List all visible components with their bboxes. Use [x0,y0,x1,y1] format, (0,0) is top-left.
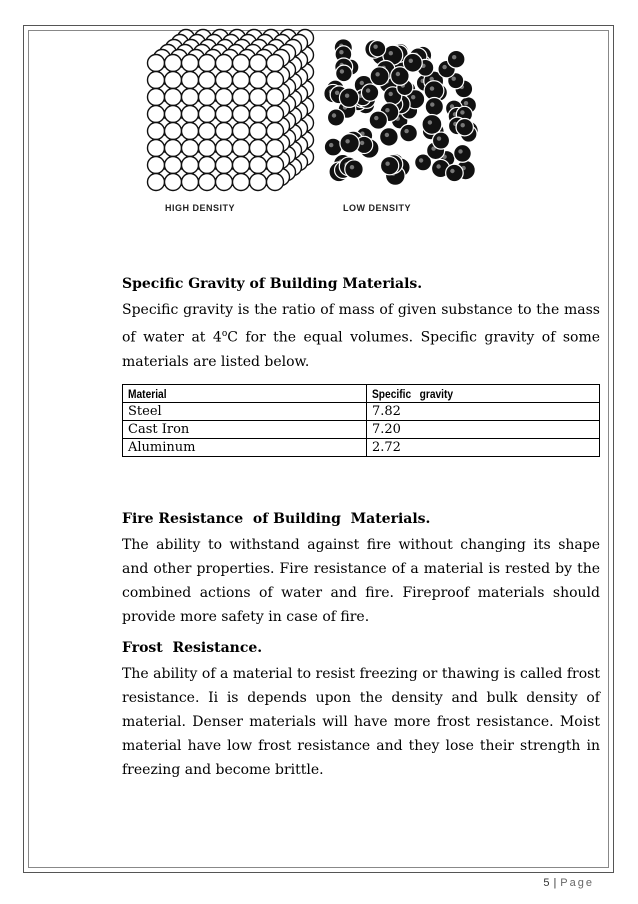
high-density-sphere [182,106,199,123]
sphere-highlight [385,108,389,112]
sphere-highlight [335,91,339,95]
low-density-sphere [339,88,358,107]
high-density-sphere [267,174,284,191]
high-density-sphere [267,106,284,123]
low-density-spheres [324,39,478,186]
high-density-sphere [233,157,250,174]
sphere-highlight [430,86,434,90]
high-density-sphere [216,174,233,191]
sphere-highlight [452,77,456,81]
sphere-highlight [329,143,333,147]
high-density-sphere [250,89,267,106]
high-density-sphere [148,55,165,72]
table-header-row [123,385,600,403]
sphere-highlight [461,123,465,127]
high-density-sphere [216,106,233,123]
low-density-sphere [369,41,385,57]
table-cell-material: Steel [123,403,367,421]
high-density-sphere [165,174,182,191]
table-cell-material: Aluminum [123,439,367,457]
frost-resistance-heading: Frost Resistance. [122,640,263,656]
high-density-sphere [267,55,284,72]
high-density-sphere [233,123,250,140]
high-density-sphere [216,89,233,106]
high-density-sphere [148,89,165,106]
high-density-sphere [148,106,165,123]
high-density-sphere [233,89,250,106]
low-density-sphere [422,114,442,134]
sphere-highlight [345,139,349,143]
high-density-sphere [216,72,233,89]
high-density-sphere [233,106,250,123]
specific-gravity-table [122,384,600,457]
fire-resistance-paragraph: The ability to withstand against fire without changing its shape and other properties. Fire resistance of a material is rested by the combined actions of water and fire. Fireproof materials should provide more safety in case of fire. [122,537,600,625]
high-density-sphere [148,123,165,140]
high-density-sphere [182,55,199,72]
high-density-sphere [267,72,284,89]
high-density-sphere [199,89,216,106]
high-density-sphere [233,55,250,72]
high-density-sphere [267,140,284,157]
sphere-highlight [360,81,364,85]
high-density-sphere [216,157,233,174]
high-density-sphere [199,140,216,157]
high-density-sphere [165,89,182,106]
low-density-sphere [454,145,472,163]
high-density-sphere [250,72,267,89]
low-density-sphere [425,97,443,115]
high-density-sphere [182,123,199,140]
low-density-sphere [456,119,473,136]
sphere-highlight [389,92,393,96]
high-density-sphere [182,72,199,89]
high-density-sphere [199,174,216,191]
high-density-sphere [199,106,216,123]
sphere-highlight [373,45,377,49]
sphere-highlight [437,136,441,140]
high-density-sphere [165,55,182,72]
sphere-highlight [389,51,393,55]
high-density-sphere [250,174,267,191]
high-density-sphere [216,55,233,72]
sphere-highlight [458,149,462,153]
high-density-sphere [165,72,182,89]
specific-gravity-heading: Specific Gravity of Building Materials. [122,276,423,292]
high-density-sphere [216,123,233,140]
sphere-highlight [396,72,400,76]
high-density-sphere [267,89,284,106]
high-density-sphere [199,55,216,72]
page-label: Page [560,877,594,889]
high-density-sphere [199,72,216,89]
high-density-sphere [250,140,267,157]
page-number: 5 [543,877,550,889]
high-density-spheres [148,30,314,191]
low-density-sphere [340,134,359,153]
high-density-sphere [182,89,199,106]
high-density-sphere [182,174,199,191]
low-density-sphere [336,65,353,82]
sphere-highlight [339,50,343,54]
header-gravity-label: Specific gravity [372,386,454,401]
sphere-highlight [430,102,434,106]
low-density-sphere [432,132,449,149]
sphere-highlight [385,162,389,166]
high-density-sphere [250,157,267,174]
table-header-specific-gravity [367,385,600,403]
high-density-sphere [216,140,233,157]
table-row [123,421,600,439]
high-density-sphere [165,140,182,157]
caption-low-density: LOW DENSITY [343,203,411,213]
high-density-sphere [250,123,267,140]
frost-resistance-section [122,636,600,782]
high-density-sphere [250,106,267,123]
fire-resistance-section [122,507,600,629]
high-density-sphere [199,123,216,140]
low-density-sphere [345,160,363,178]
footer-separator: | [553,877,557,889]
low-density-sphere [369,111,387,129]
low-density-sphere [361,84,378,101]
low-density-sphere [324,138,342,156]
sphere-highlight [375,72,379,76]
sphere-highlight [374,116,378,120]
table-cell-gravity: 7.20 [367,421,600,439]
frost-resistance-paragraph: The ability of a material to resist freezing or thawing is called frost resistance. Ii is depends upon the density and bulk density of material. Denser materials will have more frost resistance. Moist material have low frost resistance and they lose their strength in freezing and become brittle. [122,666,600,778]
sphere-highlight [450,169,454,173]
high-density-sphere [182,140,199,157]
sphere-highlight [428,120,432,124]
caption-high-density: HIGH DENSITY [165,203,236,213]
sphere-highlight [366,88,370,92]
table-row [123,403,600,421]
high-density-sphere [148,174,165,191]
low-density-sphere [400,124,418,142]
sphere-highlight [385,133,389,137]
low-density-sphere [327,109,344,126]
table-header-material [123,385,367,403]
high-density-sphere [233,72,250,89]
sphere-highlight [332,113,336,117]
specific-gravity-text-cont: C for the equal volumes. Specific gravity of some materials are listed below. [122,329,601,370]
fire-resistance-heading: Fire Resistance of Building Materials. [122,511,431,527]
low-density-sphere [370,67,389,86]
header-material-label: Material [128,386,167,401]
table-cell-gravity: 7.82 [367,403,600,421]
high-density-sphere [148,140,165,157]
sphere-highlight [452,55,456,59]
high-density-sphere [182,157,199,174]
sphere-highlight [345,94,349,98]
page-footer [543,877,594,889]
sphere-highlight [409,59,413,63]
high-density-sphere [267,157,284,174]
degree-superscript: o [221,329,228,339]
high-density-sphere [250,55,267,72]
sphere-highlight [360,141,364,145]
table-row [123,439,600,457]
high-density-sphere [199,157,216,174]
table-cell-material: Cast Iron [123,421,367,439]
low-density-sphere [380,128,399,147]
sphere-highlight [419,158,423,162]
specific-gravity-text: Specific gravity is the ratio of mass of given substance to the mass of water at 4 [122,302,600,346]
low-density-sphere [380,157,398,175]
sphere-highlight [340,69,344,73]
sphere-highlight [350,165,354,169]
sphere-highlight [464,101,468,105]
high-density-sphere [165,123,182,140]
sphere-highlight [460,110,464,114]
sphere-highlight [404,129,408,133]
density-illustration [0,0,638,230]
high-density-sphere [267,123,284,140]
high-density-sphere [165,157,182,174]
sphere-highlight [411,95,415,99]
sphere-highlight [442,65,446,69]
high-density-sphere [165,106,182,123]
high-density-sphere [233,174,250,191]
high-density-sphere [148,72,165,89]
sphere-highlight [436,164,440,168]
low-density-sphere [446,164,464,182]
low-density-sphere [403,53,422,72]
high-density-sphere [148,157,165,174]
specific-gravity-paragraph [122,298,600,374]
table-cell-gravity: 2.72 [367,439,600,457]
high-density-sphere [233,140,250,157]
specific-gravity-section [122,272,600,374]
low-density-sphere [447,50,465,68]
